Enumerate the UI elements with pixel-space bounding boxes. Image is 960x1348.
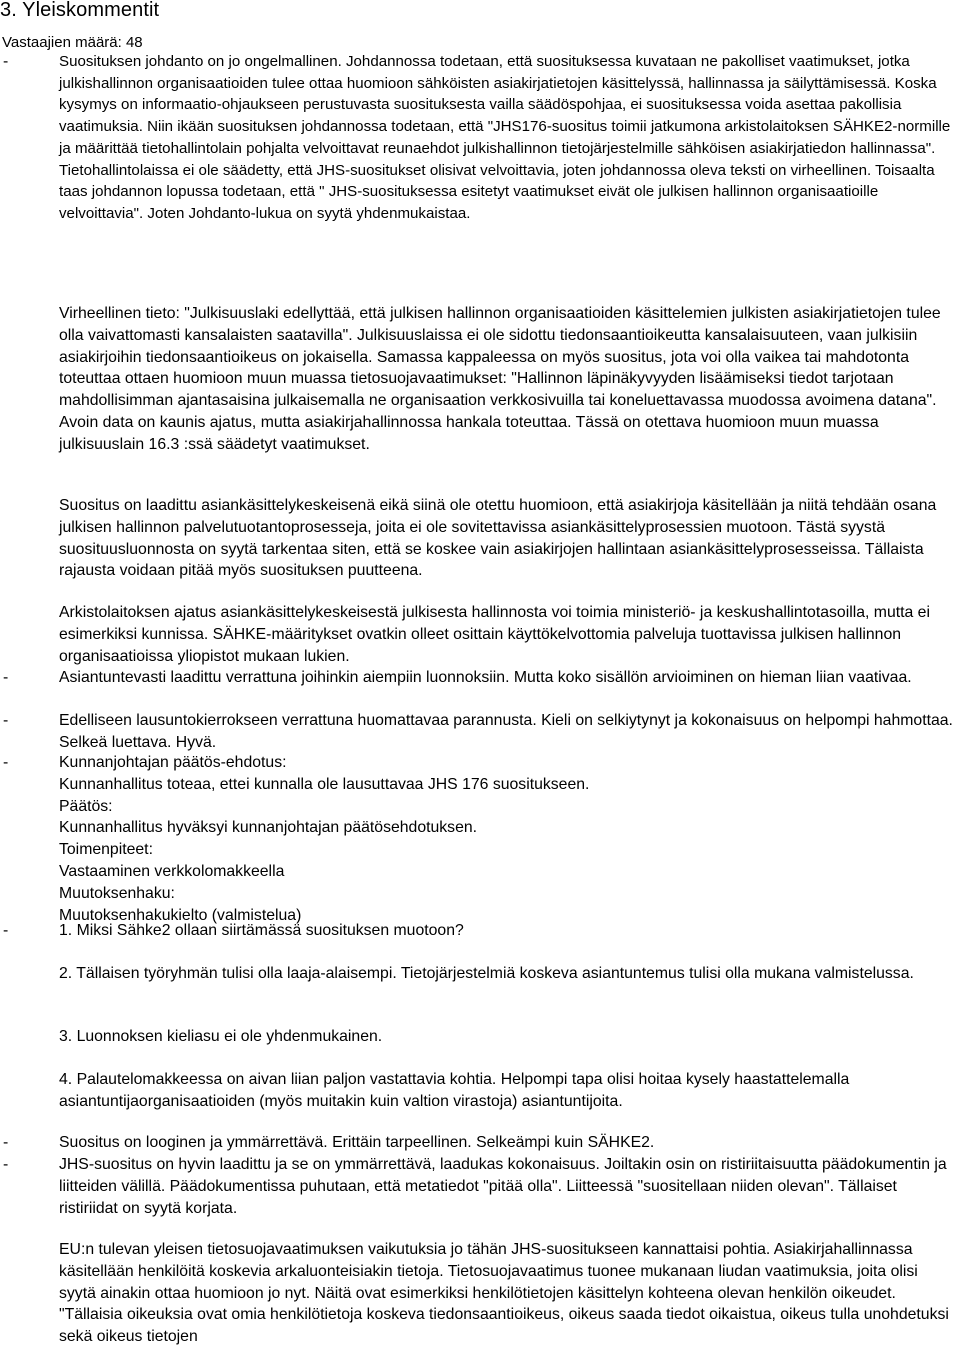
comment-5-paragraph-1: 1. Miksi Sähke2 ollaan siirtämässä suosituksen muotoon? <box>59 922 464 939</box>
comment-7-paragraph-2: EU:n tulevan yleisen tietosuojavaatimuksen vaikutuksia jo tähän JHS-suositukseen kannattaisi pohtia. Asiakirjahallinnassa käsitellään henkilöitä koskevia arkaluonteisiakin tietoja. Tietosuojavaatimus tuonee mukanaan liudan vaatimuksia, joita olisi syytä ainakin ottaa huomioon jo nyt. Näitä ovat esimerkiksi henkilötietojen käsittelyn kohteena olevan henkilön oikeudet. "Tällaisia oikeuksia ovat omia henkilötietoja koskeva tiedonsaantioikeus, oikeus saada tiedot oikaistua, oikeus tulla unohdetuksi sekä oikeus tietojen <box>59 1241 949 1346</box>
comment-1-paragraph-2: Virheellinen tieto: "Julkisuuslaki edellyttää, että julkisen hallinnon organisaatioiden käsittelemien julkisten asiakirjatietojen tulee olla vaivattomasti kansalaisten saatavilla". Julkisuuslaissa ei ole sidottu tiedonsaantioikeutta kansalaisuuteen, vaan julkisiin asiakirjoihin tiedonsaantioikeus on jokaisella. Samassa kappaleessa on myös suositus, jota voi olla vaikea tai mahdotonta toteuttaa ottaen huomioon muun muassa tietosuojavaatimukset: "Hallinnon läpinäkyvyyden lisäämiseksi tiedot tarjotaan mahdollisimman ajantasaisina julkaisemalla ne organisaation verkkosivuilla tai koneluettavassa muodossa avoimena datana". Avoin data on kaunis ajatus, mutta asiakirjahallinnossa hankala toteuttaa. Tässä on otettava huomioon muun muassa julkisuuslain 16.3 :ssä säädetyt vaatimukset. <box>59 305 941 453</box>
bullet-dash: - <box>3 1134 9 1151</box>
comment-4 <box>59 752 959 926</box>
bullet-dash: - <box>3 53 9 70</box>
comment-4-line: Kunnanjohtajan päätös-ehdotus: <box>59 754 287 771</box>
bullet-dash: - <box>3 669 9 686</box>
comment-7-paragraph-1: JHS-suositus on hyvin laadittu ja se on ymmärrettävä, laadukas kokonaisuus. Joiltakin osin on ristiriitaisuutta päädokumentin ja liitteiden välillä. Päädokumentissa puhutaan, että metatiedot "pitää olla". Liitteessä "suositellaan niiden olevan". Tällaiset ristiriidat on syytä korjata. <box>59 1156 947 1217</box>
comment-1-paragraph-4: Arkistolaitoksen ajatus asiankäsittelykeskeisestä julkisesta hallinnosta voi toimia ministeriö- ja keskushallintotasoilla, mutta ei esimerkiksi kunnissa. SÄHKE-määritykset ovatkin olleet osittain käyttökelvottomia palveluja tuottavissa julkisen hallinnon organisaatioissa yliopistot mukaan lukien. <box>59 604 930 665</box>
comment-4-line: Muutoksenhakukielto (valmistelua) <box>59 906 302 924</box>
comment-5-paragraph-2: 2. Tällaisen työryhmän tulisi olla laaja-alaisempi. Tietojärjestelmiä koskeva asiantuntemus tulisi olla mukana valmistelussa. <box>59 965 914 982</box>
comment-5-paragraph-4: 4. Palautelomakkeessa on aivan liian paljon vastattavia kohtia. Helpompi tapa olisi hoitaa kysely haastattelemalla asiantuntijaorganisaatioiden (myös muitakin kuin valtion virastoja) asiantuntijoita. <box>59 1071 850 1110</box>
comment-4-line: Päätös: <box>59 797 113 815</box>
comment-4-line: Toimenpiteet: <box>59 841 153 859</box>
comment-2: Asiantuntevasti laadittu verrattuna joihinkin aiempiin luonnoksiin. Mutta koko sisällön arvioiminen on hieman liian vaativaa. <box>59 669 912 686</box>
comment-4-line: Kunnanhallitus toteaa, ettei kunnalla ole lausuttavaa JHS 176 suositukseen. <box>59 775 590 793</box>
bullet-dash: - <box>3 1156 9 1173</box>
comment-3: Edelliseen lausuntokierrokseen verrattuna huomattavaa parannusta. Kieli on selkiytynyt ja kokonaisuus on helpompi hahmottaa. Selkeä luettava. Hyvä. <box>59 712 953 751</box>
comment-4-line: Kunnanhallitus hyväksyi kunnanjohtajan päätösehdotuksen. <box>59 819 478 837</box>
respondent-count: Vastaajien määrä: 48 <box>2 34 143 51</box>
section-title: 3. Yleiskommentit <box>0 0 160 21</box>
bullet-dash: - <box>3 922 9 939</box>
comment-4-line: Vastaaminen verkkolomakkeella <box>59 862 285 880</box>
bullet-dash: - <box>3 754 9 771</box>
comment-1-paragraph-1: Suosituksen johdanto on jo ongelmallinen. Johdannossa todetaan, että suosituksessa kuvataan ne pakolliset vaatimukset, jotka julkishallinnon organisaatioiden tulee ottaa huomioon sähköisten asiakirjatietojen käsittelyssä, hallinnassa ja säilyttämisessä. Koska kysymys on informaatio-ohjaukseen perustuvasta suosituksesta vailla säädöspohjaa, ei suosituksessa voida asettaa pakollisia vaatimuksia. Niin ikään suosituksen johdannossa todetaan, että "JHS176-suositus toimii jatkumona arkistolaitoksen SÄHKE2-normille ja määrittää tietohallintolain pohjalta velvoittavat reunaehdot julkishallinnon tietojärjestelmille sähköisen asiakirjatiedon hallinnassa". Tietohallintolaissa ei ole säädetty, että JHS-suositukset olisivat velvoittavia, joten johdannossa oleva teksti on virheellinen. Toisaalta taas johdannon lopussa todetaan, että " JHS-suosituksessa esitetyt vaatimukset eivät ole julkisen hallinnon organisaatioille velvoittavia". Joten Johdanto-lukua on syytä yhdenmukaistaa. <box>59 53 951 222</box>
bullet-dash: - <box>3 712 9 729</box>
comment-5-paragraph-3: 3. Luonnoksen kieliasu ei ole yhdenmukainen. <box>59 1028 383 1045</box>
comment-1-paragraph-3: Suositus on laadittu asiankäsittelykeskeisenä eikä siinä ole otettu huomioon, että asiakirjoja käsitellään ja niitä tehdään osana julkisen hallinnon palvelutuotantoprosesseja, joita ei ole sovitettavissa asiankäsittelyprosessien muotoon. Tästä syystä suosituusluonnosta on syytä tarkentaa siten, että se koskee vain asiakirjojen hallintaan asiankäsittelyprosesseissa. Tällaista rajausta voidaan pitää myös suosituksen puutteena. <box>59 497 937 580</box>
comment-4-line: Muutoksenhaku: <box>59 884 175 902</box>
comment-6: Suositus on looginen ja ymmärrettävä. Erittäin tarpeellinen. Selkeämpi kuin SÄHKE2. <box>59 1134 655 1151</box>
